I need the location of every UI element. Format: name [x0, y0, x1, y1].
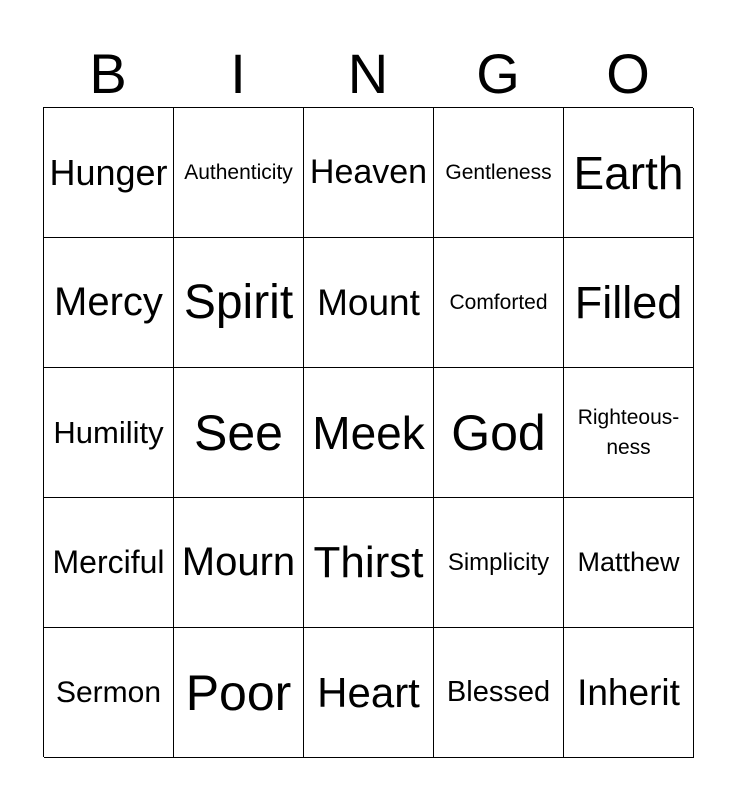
- bingo-cell[interactable]: Gentleness: [434, 108, 564, 238]
- header-letter-n: N: [347, 42, 389, 105]
- bingo-cell[interactable]: Matthew: [564, 498, 694, 628]
- bingo-cell[interactable]: Filled: [564, 238, 694, 368]
- header-letter-g: G: [476, 42, 520, 105]
- bingo-cell[interactable]: Humility: [44, 368, 174, 498]
- bingo-cell[interactable]: Merciful: [44, 498, 174, 628]
- bingo-cell[interactable]: Comforted: [434, 238, 564, 368]
- bingo-cell[interactable]: Blessed: [434, 628, 564, 758]
- header-letter-i: I: [230, 42, 246, 105]
- bingo-cell[interactable]: Authenticity: [174, 108, 304, 238]
- bingo-header: [43, 44, 693, 104]
- bingo-cell[interactable]: Inherit: [564, 628, 694, 758]
- cell-text-line1: Righteous-: [577, 405, 680, 429]
- bingo-cell[interactable]: See: [174, 368, 304, 498]
- bingo-cell[interactable]: Spirit: [174, 238, 304, 368]
- bingo-cell[interactable]: Mourn: [174, 498, 304, 628]
- bingo-cell[interactable]: Mercy: [44, 238, 174, 368]
- bingo-cell[interactable]: Sermon: [44, 628, 174, 758]
- bingo-cell[interactable]: Heaven: [304, 108, 434, 238]
- bingo-board: [43, 107, 693, 757]
- bingo-cell[interactable]: Meek: [304, 368, 434, 498]
- header-letter-b: B: [89, 42, 127, 105]
- bingo-cell[interactable]: Poor: [174, 628, 304, 758]
- bingo-cell[interactable]: Simplicity: [434, 498, 564, 628]
- bingo-cell[interactable]: Heart: [304, 628, 434, 758]
- bingo-cell[interactable]: Thirst: [304, 498, 434, 628]
- header-letter-o: O: [606, 42, 650, 105]
- bingo-cell[interactable]: Mount: [304, 238, 434, 368]
- bingo-cell[interactable]: God: [434, 368, 564, 498]
- bingo-cell-hyphenated[interactable]: [564, 368, 694, 498]
- cell-text-line2: ness: [606, 435, 651, 459]
- bingo-cell[interactable]: Hunger: [44, 108, 174, 238]
- bingo-cell[interactable]: Earth: [564, 108, 694, 238]
